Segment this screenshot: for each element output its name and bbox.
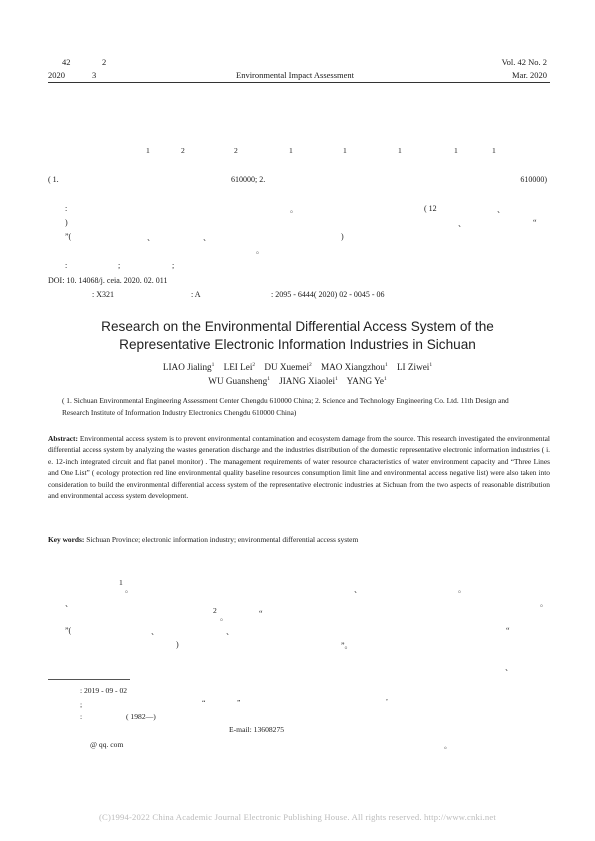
cn-author-sup: 2: [234, 146, 238, 155]
author-name: LEI Lei: [223, 362, 253, 373]
keywords-label: Key words:: [48, 535, 85, 544]
cn-abstract-colon: :: [65, 204, 68, 213]
cn-author-sup: 2: [181, 146, 185, 155]
body-mark: “: [506, 626, 510, 635]
cn-abstract-mark: “: [533, 218, 537, 227]
authors-en-line1: [0, 362, 595, 372]
cn-author-sup: 1: [398, 146, 402, 155]
fund-quote-open: “: [202, 698, 206, 707]
author-sup: 1: [211, 362, 215, 368]
author-sup: 2: [252, 362, 256, 368]
doi: DOI: 10. 14068/j. ceia. 2020. 02. 011: [48, 276, 168, 285]
author-email-domain: @ qq. com: [90, 740, 124, 749]
paper-title-en: Research on the Environmental Differential Access System of the Representative Electronic Information Industries in Sichuan: [101, 319, 494, 352]
body-mark: ”。: [341, 641, 353, 650]
author-sup: 1: [385, 362, 388, 368]
header-journal-title: Environmental Impact Assessment: [236, 70, 355, 80]
cn-abstract-mark: 、: [147, 233, 155, 242]
body-mark: 。: [458, 585, 466, 594]
author-name: MAO Xiangzhou: [320, 362, 385, 373]
keywords-text: Sichuan Province; electronic information industry; environmental differential access system: [86, 535, 359, 544]
cn-author-sup: 1: [146, 146, 150, 155]
abstract-text: Environmental access system is to prevent environmental contamination and ecosystem damage from the source. This research investigated the environmental differential access system by analyzing the wastes generation discharge and the industries distribution of the domestic representative electronic information industries ( i. e. 12-inch integrated circuit and flat panel monitor) . The management requirements of water resource characteristics of water environment capacity and “Three Lines and One List” ( ecology protection red line environmental quality baseline resources consumption limit line and environmental access negative list) were also taken into consideration to build the environmental differential access system of the representative electronic industries at Sichuan from the two aspects of reasonable distribution and environmental access system development.: [48, 434, 550, 501]
clc-number: : X321: [92, 290, 114, 299]
author-sup: 2: [309, 362, 312, 368]
author-sup: 1: [335, 376, 338, 382]
footnote-rule: [48, 679, 130, 680]
body-ref-sup: 1: [119, 578, 123, 587]
body-mark: ): [176, 640, 179, 649]
body-mark: 、: [151, 627, 159, 636]
abstract-en: [48, 433, 550, 501]
cn-affiliation-mid: 610000; 2.: [231, 175, 266, 184]
author-sup: 1: [267, 376, 270, 382]
cn-keywords-sep: ;: [172, 261, 175, 270]
body-mark: ”(: [65, 626, 72, 635]
header-volume-right: Vol. 42 No. 2: [501, 57, 547, 67]
cn-abstract-mark: 、: [458, 219, 466, 228]
keywords-en: [48, 535, 358, 544]
cnki-copyright-footer: (C)1994-2022 China Academic Journal Electronic Publishing House. All rights reserved. http://www.cnki.net: [98, 812, 497, 822]
body-mark: “: [259, 609, 263, 618]
header-volume: 42: [62, 57, 71, 67]
cn-abstract-mark: 。: [256, 246, 264, 255]
author-birth-year: ( 1982—): [126, 712, 156, 721]
cn-author-sup: 1: [289, 146, 293, 155]
header-rule: [48, 82, 550, 83]
author-name: WU Guansheng: [208, 376, 268, 387]
footnote-end-mark: 。: [444, 741, 452, 750]
body-mark: 、: [505, 663, 513, 672]
body-mark: 、: [354, 585, 362, 594]
cn-abstract-mark: ”(: [65, 232, 72, 241]
affiliation-en: ( 1. Sichuan Environmental Engineering Assessment Center Chengdu 610000 China; 2. Science and Technology Engineering Co. Ltd. 11th Design and Research Institute of Information Industry Electronics Chengdu 610000 China): [62, 396, 509, 417]
author-sup: 1: [429, 362, 433, 368]
cn-abstract-mark: 、: [203, 233, 211, 242]
cn-abstract-mark: 、: [497, 205, 505, 214]
cn-abstract-mark: ): [341, 232, 344, 241]
author-name: LIAO Jialing: [162, 362, 212, 373]
cn-author-sup: 1: [343, 146, 347, 155]
document-code: : A: [191, 290, 201, 299]
cn-keywords-sep: ;: [118, 261, 121, 270]
author-name: DU Xuemei: [264, 362, 309, 373]
header-date-right: Mar. 2020: [512, 70, 547, 80]
body-ref-sup: 2: [213, 606, 217, 615]
fund-quote-close: ”: [237, 698, 241, 707]
body-mark: 。: [540, 599, 548, 608]
author-name: JIANG Xiaolei: [279, 376, 336, 387]
author-name: YANG Ye: [346, 376, 384, 387]
authors-en-line2: [0, 376, 595, 386]
article-id: : 2095 - 6444( 2020) 02 - 0045 - 06: [271, 290, 385, 299]
cn-affiliation-end: 610000): [520, 175, 547, 184]
author-prefix: :: [80, 712, 83, 721]
header-issue: 2: [102, 57, 107, 67]
cn-author-sup: 1: [492, 146, 496, 155]
cn-author-sup: 1: [454, 146, 458, 155]
fund-prefix: ;: [80, 700, 83, 709]
author-email: E-mail: 13608275: [229, 725, 285, 734]
fund-comma: ,: [386, 693, 388, 702]
cn-keywords-colon: :: [65, 261, 68, 270]
author-name: LI Ziwei: [396, 362, 430, 373]
abstract-label: Abstract:: [48, 434, 78, 443]
header-year: 2020: [48, 70, 65, 80]
received-date: : 2019 - 09 - 02: [80, 686, 128, 695]
body-mark: 、: [65, 599, 73, 608]
body-mark: 。: [125, 585, 133, 594]
cn-affiliation-start: ( 1.: [48, 175, 59, 184]
body-mark: 。: [220, 613, 228, 622]
body-mark: 、: [226, 627, 234, 636]
author-sup: 1: [383, 376, 387, 382]
cn-abstract-mark: ( 12: [424, 204, 437, 213]
cn-abstract-mark: ): [65, 218, 68, 227]
header-month: 3: [92, 70, 97, 80]
cn-abstract-mark: 。: [290, 205, 298, 214]
